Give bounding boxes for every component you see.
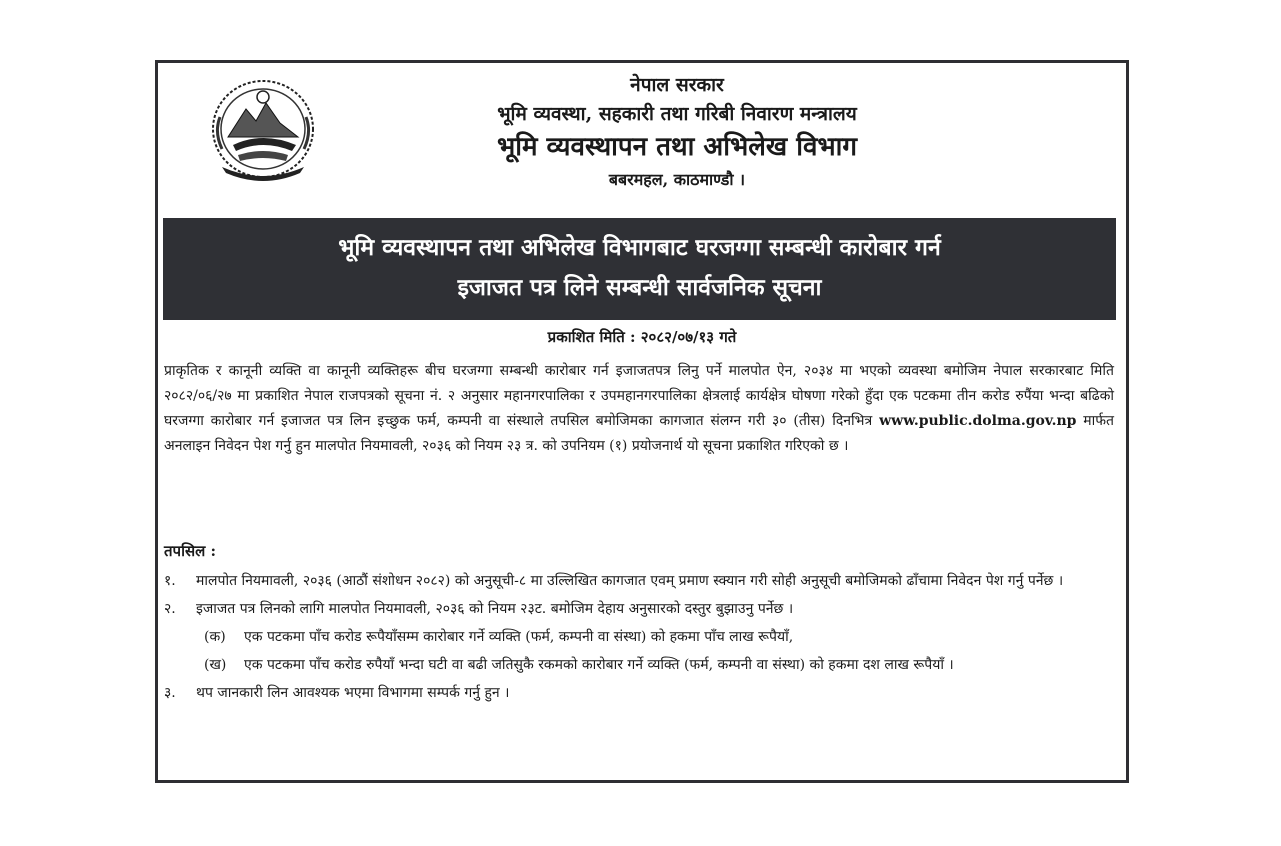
notice-title-line-1: भूमि व्यवस्थापन तथा अभिलेख विभागबाट घरजग्गा सम्बन्धी कारोबार गर्न xyxy=(338,234,941,261)
sub-list-item-number: (क) xyxy=(204,629,226,645)
list-item-number: २. xyxy=(164,601,176,617)
list-item xyxy=(164,595,1114,623)
sub-list-item-text: एक पटकमा पाँच करोड रूपैयाँसम्म कारोबार गर्ने व्यक्ति (फर्म, कम्पनी वा संस्था) को हकमा पाँच लाख रूपैयाँ, xyxy=(244,629,794,645)
notice-title-band xyxy=(163,218,1116,320)
department-address: बबरमहल, काठमाण्डौ । xyxy=(608,170,746,189)
list-item xyxy=(164,567,1114,595)
portal-url: www.public.dolma.gov.np xyxy=(879,413,1077,429)
tapsil-heading: तपसिल : xyxy=(164,542,217,560)
published-date: प्रकाशित मिति : २०८२/०७/१३ गते xyxy=(547,328,737,346)
tapsil-list xyxy=(164,567,1114,707)
government-name: नेपाल सरकार xyxy=(630,74,724,96)
body-text-before-url: प्राकृतिक र कानूनी व्यक्ति वा कानूनी व्यक्तिहरू बीच घरजग्गा सम्बन्धी कारोबार गर्न इजाजतपत्र लिनु पर्ने मालपोत ऐन, २०३४ मा भएको व्यवस्था बमोजिम नेपाल सरकारबाट मिति २०८२/०६/२७ मा प्रकाशित नेपाल राजपत्रको सूचना नं. २ अनुसार महानगरपालिका र उपमहानगरपालिका क्षेत्रलाई कार्यक्षेत्र घोषणा गरेको हुँदा एक पटकमा तीन करोड रुपैंया भन्दा बढिको घरजग्गा कारोबार गर्न इजाजत पत्र लिन इच्छुक फर्म, कम्पनी वा संस्थाले तपसिल बमोजिमका कागजात संलग्न गरी ३० (तीस) दिनभित्र xyxy=(164,363,1114,429)
ministry-name: भूमि व्यवस्था, सहकारी तथा गरिबी निवारण मन्त्रालय xyxy=(497,103,857,125)
sub-list-item-number: (ख) xyxy=(204,657,227,673)
list-item-number: ३. xyxy=(164,685,176,701)
notice-body xyxy=(164,359,1114,459)
notice-title-line-2: इजाजत पत्र लिने सम्बन्धी सार्वजनिक सूचना xyxy=(457,274,822,301)
list-item-text: इजाजत पत्र लिनको लागि मालपोत नियमावली, २०३६ को नियम २३ट. बमोजिम देहाय अनुसारको दस्तुर बुझाउनु पर्नेछ । xyxy=(196,601,794,617)
department-name: भूमि व्यवस्थापन तथा अभिलेख विभाग xyxy=(496,132,858,162)
notice-header xyxy=(158,71,1126,195)
sub-list-item xyxy=(204,623,1114,651)
list-item-number: १. xyxy=(164,573,176,589)
sub-list-item xyxy=(204,651,1114,679)
sub-list-item-text: एक पटकमा पाँच करोड रुपैयाँ भन्दा घटी वा बढी जतिसुकै रकमको कारोबार गर्ने व्यक्ति (फर्म, कम्पनी वा संस्था) को हकमा दश लाख रूपैयाँ । xyxy=(244,657,954,673)
notice-paragraph xyxy=(164,359,1114,459)
list-item-text: मालपोत नियमावली, २०३६ (आठौं संशोधन २०८२) को अनुसूची-८ मा उल्लिखित कागजात एवम् प्रमाण स्क्यान गरी सोही अनुसूची बमोजिमको ढाँचामा निवेदन पेश गर्नु पर्नेछ । xyxy=(196,573,1064,589)
public-notice xyxy=(155,60,1129,783)
list-item-text: थप जानकारी लिन आवश्यक भएमा विभागमा सम्पर्क गर्नु हुन । xyxy=(196,685,510,701)
list-item xyxy=(164,679,1114,707)
body-text-after-url: मार्फत अनलाइन निवेदन पेश गर्नु हुन मालपोत नियमावली, २०३६ को नियम २३ त्र. को उपनियम (१) प्रयोजनार्थ यो सूचना प्रकाशित गरिएको छ । xyxy=(164,413,1115,454)
